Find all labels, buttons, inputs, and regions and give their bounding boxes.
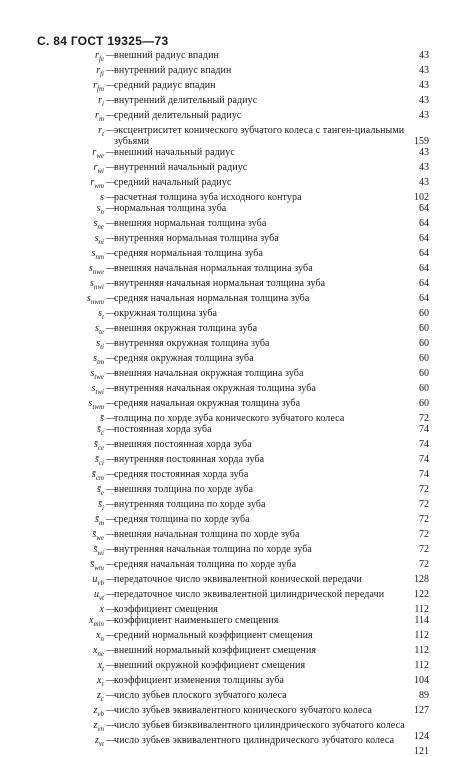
entry-definition: внутренний начальный радиус: [114, 162, 248, 173]
entry-page-number: 102: [414, 192, 429, 203]
index-entry: [0, 162, 467, 177]
entry-page-number: 60: [419, 368, 429, 379]
index-entry: [0, 574, 467, 589]
entry-page-number: 64: [419, 263, 429, 274]
index-entry: [0, 308, 467, 323]
entry-page-number: 72: [419, 413, 429, 424]
entry-page-number: 60: [419, 353, 429, 364]
entry-dash: —: [106, 720, 116, 731]
page-header: С. 84 ГОСТ 19325—73: [37, 34, 169, 48]
entry-definition: число зубьев плоского зубчатого колеса: [114, 690, 287, 701]
entry-definition: внутренний радиус впадин: [114, 65, 232, 76]
entry-definition: средняя толщина по хорде зуба: [114, 514, 250, 525]
entry-dash: —: [106, 368, 116, 379]
entry-definition: средний делительный радиус: [114, 110, 242, 121]
entry-dash: —: [106, 735, 116, 746]
entry-page-number: 64: [419, 233, 429, 244]
entry-symbol: $r_{fi}$: [96, 65, 104, 78]
entry-dash: —: [106, 353, 116, 364]
entry-definition: передаточное число эквивалентной цилиндрической передачи: [114, 589, 385, 600]
entry-definition: средний радиус впадин: [114, 80, 216, 91]
entry-symbol: $r_i$: [98, 95, 104, 108]
index-entry: [0, 660, 467, 675]
entry-definition: внутренняя начальная толщина по хорде зуба: [114, 544, 312, 555]
index-entry: [0, 424, 467, 439]
entry-dash: —: [106, 383, 116, 394]
entry-symbol: $x_{min}$: [89, 615, 104, 628]
entry-page-number: 72: [419, 529, 429, 540]
entry-symbol: $s̄_{ce}$: [93, 439, 104, 452]
entry-symbol: $r_{fm}$: [93, 80, 104, 93]
entry-page-number: 64: [419, 248, 429, 259]
entry-definition: внешняя начальная нормальная толщина зуба: [114, 263, 313, 274]
index-entry: [0, 544, 467, 559]
entry-symbol: $r_m$: [95, 110, 104, 123]
entry-symbol: $s_n$: [96, 203, 104, 216]
entry-symbol: $s_{te}$: [95, 323, 104, 336]
entry-symbol: $s_t$: [98, 308, 104, 321]
entry-symbol: $s_{ni}$: [94, 233, 104, 246]
entry-page-number: 60: [419, 398, 429, 409]
index-entry: [0, 499, 467, 514]
entry-symbol: $x_t$: [97, 660, 104, 673]
entry-definition: коэффициент смещения: [114, 604, 218, 615]
entry-symbol: $z_c$: [96, 690, 104, 703]
index-entry: [0, 514, 467, 529]
entry-dash: —: [106, 323, 116, 334]
entry-dash: —: [106, 675, 116, 686]
entry-definition: число зубьев эквивалентного конического зубчатого колеса: [114, 705, 372, 716]
entry-page-number: 114: [414, 615, 429, 626]
entry-dash: —: [106, 454, 116, 465]
entry-page-number: 43: [419, 80, 429, 91]
entry-symbol: $s_{ti}$: [96, 338, 104, 351]
index-entry: [0, 278, 467, 293]
entry-symbol: $x_n$: [96, 630, 104, 643]
index-entry: [0, 398, 467, 413]
entry-page-number: 112: [414, 645, 429, 656]
index-entry: [0, 263, 467, 278]
index-entry: [0, 469, 467, 484]
entry-definition: коэффициент изменения толщины зуба: [114, 675, 285, 686]
entry-definition: внешняя постоянная хорда зуба: [114, 439, 252, 450]
index-entry: [0, 454, 467, 469]
index-entry: [0, 65, 467, 80]
entry-symbol: $r_{wm}$: [90, 177, 104, 190]
entry-definition: эксцентриситет конического зубчатого колеса с танген-циальными зубьями: [114, 125, 405, 147]
index-entry: [0, 675, 467, 690]
index-entry: [0, 604, 467, 615]
entry-dash: —: [106, 147, 116, 158]
entry-page-number: 124: [414, 731, 429, 742]
entry-definition: средний нормальный коэффициент смещения: [114, 630, 313, 641]
entry-dash: —: [106, 278, 116, 289]
entry-definition: внешний радиус впадин: [114, 50, 219, 61]
entry-dash: —: [106, 439, 116, 450]
entry-page-number: 112: [414, 604, 429, 615]
entry-dash: —: [106, 110, 116, 121]
index-entry: [0, 615, 467, 630]
entry-definition: внешняя нормальная толщина зуба: [114, 218, 267, 229]
entry-symbol: $r_t$: [98, 125, 104, 138]
entry-symbol: $s_{twm}$: [88, 398, 104, 411]
entry-symbol: $s_{nwi}$: [89, 278, 104, 291]
entry-page-number: 60: [419, 383, 429, 394]
entry-symbol: $s̄_{ci}$: [95, 454, 104, 467]
entry-definition: внутренняя нормальная толщина зуба: [114, 233, 279, 244]
index-entry: [0, 95, 467, 110]
entry-page-number: 112: [414, 630, 429, 641]
entry-dash: —: [106, 705, 116, 716]
index-entry: [0, 705, 467, 720]
entry-symbol: $z_{vn}$: [93, 720, 104, 733]
entry-dash: —: [106, 604, 116, 615]
index-entry: [0, 50, 467, 65]
entry-page-number: 60: [419, 308, 429, 319]
entry-dash: —: [106, 484, 116, 495]
entry-symbol: $x_{ne}$: [92, 645, 104, 658]
entry-definition: внутренняя толщина по хорде зуба: [114, 499, 266, 510]
entry-symbol: $z_{vt}$: [95, 735, 104, 748]
entry-symbol: $s̄_m$: [95, 514, 104, 527]
entry-dash: —: [106, 192, 116, 203]
entry-symbol: $u_{vt}$: [93, 589, 104, 602]
entry-dash: —: [106, 177, 116, 188]
index-entry: [0, 439, 467, 454]
index-entry: [0, 177, 467, 192]
entry-dash: —: [106, 80, 116, 91]
index-entry: [0, 203, 467, 218]
entry-page-number: 74: [419, 469, 429, 480]
entry-dash: —: [106, 263, 116, 274]
entry-dash: —: [106, 544, 116, 555]
entry-definition: внешний нормальный коэффициент смещения: [114, 645, 317, 656]
entry-dash: —: [106, 293, 116, 304]
index-entry: [0, 80, 467, 95]
index-entry: [0, 323, 467, 338]
entry-symbol: s: [100, 192, 104, 203]
entry-page-number: 122: [414, 589, 429, 600]
entry-dash: —: [106, 499, 116, 510]
entry-symbol: $s_{twe}$: [90, 368, 104, 381]
entry-symbol: $s_{tm}$: [93, 353, 104, 366]
entry-symbol: $r_{we}$: [92, 147, 104, 160]
entry-dash: —: [106, 424, 116, 435]
entry-symbol: $s̄_{wi}$: [93, 544, 104, 557]
entry-dash: —: [106, 248, 116, 259]
entry-definition: средняя окружная толщина зуба: [114, 353, 254, 364]
index-entry: [0, 413, 467, 424]
entry-page-number: 72: [419, 484, 429, 495]
entry-definition: внешняя начальная толщина по хорде зуба: [114, 529, 300, 540]
entry-dash: —: [106, 514, 116, 525]
entry-page-number: 43: [419, 65, 429, 76]
entry-symbol: $r_{wi}$: [93, 162, 104, 175]
entry-dash: —: [106, 95, 116, 106]
index-entry: [0, 192, 467, 203]
entry-dash: —: [106, 645, 116, 656]
entry-definition: внутренняя окружная толщина зуба: [114, 338, 270, 349]
entry-definition: толщина по хорде зуба конического зубчатого колеса: [114, 413, 345, 424]
entry-definition: число зубьев эквивалентного цилиндрического зубчатого колеса: [114, 735, 395, 746]
entry-definition: нормальная толщина зуба: [114, 203, 227, 214]
entry-dash: —: [106, 413, 116, 424]
entry-definition: коэффициент наименьшего смещения: [114, 615, 279, 626]
entry-symbol: $s̄_{we}$: [92, 529, 104, 542]
entry-dash: —: [106, 529, 116, 540]
index-entry: [0, 484, 467, 499]
entry-page-number: 72: [419, 514, 429, 525]
index-entry: [0, 233, 467, 248]
entry-page-number: 74: [419, 454, 429, 465]
entry-dash: —: [106, 615, 116, 626]
entry-symbol: $z_{vb}$: [93, 705, 104, 718]
index-entry: [0, 630, 467, 645]
entry-dash: —: [106, 218, 116, 229]
entry-dash: —: [106, 203, 116, 214]
index-entry: [0, 147, 467, 162]
entry-definition: внешняя толщина по хорде зуба: [114, 484, 254, 495]
index-entry: [0, 383, 467, 398]
entry-page-number: 74: [419, 424, 429, 435]
entry-page-number: 64: [419, 203, 429, 214]
entry-page-number: 72: [419, 499, 429, 510]
entry-page-number: 74: [419, 439, 429, 450]
entry-dash: —: [106, 589, 116, 600]
entry-definition: постоянная хорда зуба: [114, 424, 212, 435]
symbol-index: [0, 50, 467, 757]
entry-page-number: 72: [419, 544, 429, 555]
entry-page-number: 43: [419, 162, 429, 173]
entry-page-number: 43: [419, 147, 429, 158]
entry-dash: —: [106, 660, 116, 671]
entry-definition: внешний начальный радиус: [114, 147, 235, 158]
entry-dash: —: [106, 125, 116, 136]
entry-dash: —: [106, 50, 116, 61]
index-entry: [0, 293, 467, 308]
entry-definition: внутренняя начальная нормальная толщина зуба: [114, 278, 326, 289]
entry-dash: —: [106, 559, 116, 570]
entry-page-number: 127: [414, 705, 429, 716]
entry-page-number: 43: [419, 50, 429, 61]
entry-definition: внутренний делительный радиус: [114, 95, 258, 106]
entry-page-number: 60: [419, 323, 429, 334]
entry-symbol: $x_\tau$: [97, 675, 104, 688]
entry-page-number: 60: [419, 338, 429, 349]
index-entry: [0, 589, 467, 604]
entry-symbol: $s_{ne}$: [93, 218, 104, 231]
index-entry: [0, 353, 467, 368]
entry-dash: —: [106, 469, 116, 480]
entry-definition: окружная толщина зуба: [114, 308, 218, 319]
entry-page-number: 112: [414, 660, 429, 671]
entry-definition: внутренняя постоянная хорда зуба: [114, 454, 265, 465]
entry-definition: передаточное число эквивалентной конической передачи: [114, 574, 363, 585]
entry-dash: —: [106, 233, 116, 244]
index-entry: [0, 368, 467, 383]
entry-symbol: $r_{fe}$: [95, 50, 104, 63]
entry-page-number: 64: [419, 218, 429, 229]
entry-symbol: $s̄_e$: [96, 484, 104, 497]
entry-symbol: $s̄_{cm}$: [91, 469, 104, 482]
entry-symbol: $s̄_c$: [96, 424, 104, 437]
entry-page-number: 128: [414, 574, 429, 585]
index-entry: [0, 529, 467, 544]
entry-symbol: $u_{vb}$: [92, 574, 104, 587]
entry-symbol: $s_{nwe}$: [88, 263, 104, 276]
entry-definition: средняя постоянная хорда зуба: [114, 469, 249, 480]
entry-symbol: $s̄_i$: [98, 499, 104, 512]
entry-dash: —: [106, 574, 116, 585]
entry-definition: средний начальный радиус: [114, 177, 232, 188]
index-entry: [0, 735, 467, 757]
entry-definition: внешняя окружная толщина зуба: [114, 323, 258, 334]
entry-definition: внутренняя начальная окружная толщина зуба: [114, 383, 316, 394]
entry-page-number: 104: [414, 675, 429, 686]
entry-dash: —: [106, 690, 116, 701]
entry-dash: —: [106, 162, 116, 173]
entry-symbol: $s_{nwm}$: [86, 293, 104, 306]
index-entry: [0, 645, 467, 660]
entry-dash: —: [106, 65, 116, 76]
index-entry: [0, 125, 467, 147]
entry-symbol: $s̄_{wm}$: [90, 559, 104, 572]
index-entry: [0, 110, 467, 125]
entry-symbol: s̄: [100, 413, 104, 424]
entry-symbol: $s_{nm}$: [91, 248, 104, 261]
entry-definition: средняя начальная окружная толщина зуба: [114, 398, 301, 409]
entry-page-number: 121: [414, 746, 429, 757]
entry-definition: число зубьев биэквивалентного цилиндрического зубчатого колеса: [114, 720, 405, 731]
entry-definition: средняя начальная толщина по хорде зуба: [114, 559, 297, 570]
entry-page-number: 89: [419, 690, 429, 701]
index-entry: [0, 690, 467, 705]
entry-definition: расчетная толщина зуба исходного контура: [114, 192, 302, 203]
index-entry: [0, 338, 467, 353]
entry-definition: средняя начальная нормальная толщина зуба: [114, 293, 310, 304]
index-entry: [0, 218, 467, 233]
entry-page-number: 64: [419, 278, 429, 289]
entry-page-number: 159: [414, 136, 429, 147]
index-entry: [0, 559, 467, 574]
entry-dash: —: [106, 308, 116, 319]
entry-definition: внешний окружной коэффициент смещения: [114, 660, 306, 671]
entry-page-number: 43: [419, 110, 429, 121]
entry-page-number: 72: [419, 559, 429, 570]
entry-dash: —: [106, 398, 116, 409]
entry-dash: —: [106, 630, 116, 641]
entry-definition: средняя нормальная толщина зуба: [114, 248, 263, 259]
entry-dash: —: [106, 338, 116, 349]
index-entry: [0, 248, 467, 263]
entry-symbol: $s_{twi}$: [91, 383, 104, 396]
entry-page-number: 43: [419, 177, 429, 188]
entry-page-number: 43: [419, 95, 429, 106]
entry-symbol: x: [99, 604, 104, 615]
entry-page-number: 64: [419, 293, 429, 304]
entry-definition: внешняя начальная окружная толщина зуба: [114, 368, 304, 379]
